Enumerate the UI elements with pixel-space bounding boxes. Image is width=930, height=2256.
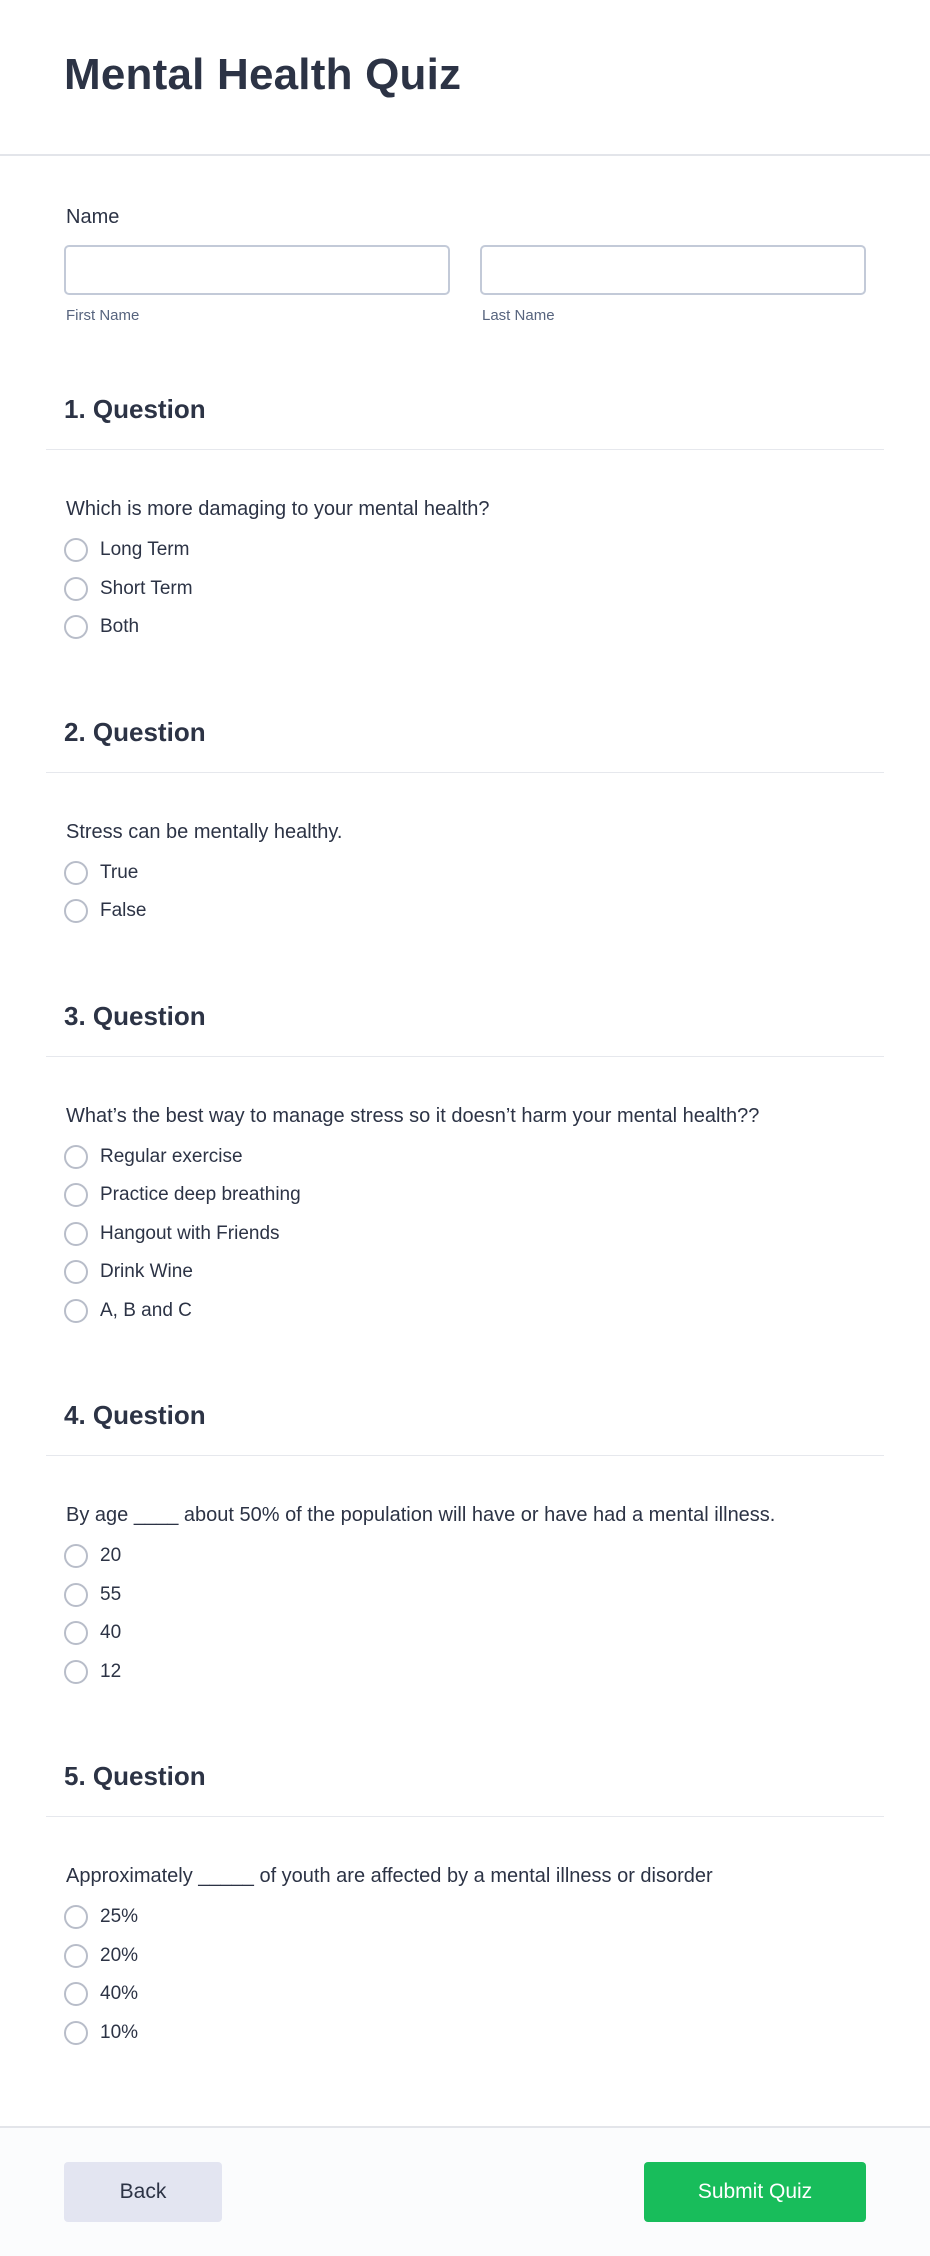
question-section-1 (46, 394, 884, 647)
question-section-3 (46, 1001, 884, 1331)
option-label: False (100, 900, 147, 922)
question-block (46, 1456, 884, 1691)
radio-option[interactable] (66, 1898, 864, 1937)
section-header (46, 1761, 884, 1817)
radio-option[interactable] (66, 1975, 864, 2014)
radio-button[interactable] (64, 1299, 88, 1323)
submit-quiz-button[interactable]: Submit Quiz (644, 2162, 866, 2222)
question-section-2 (46, 717, 884, 931)
radio-button[interactable] (64, 1905, 88, 1929)
radio-button[interactable] (64, 1260, 88, 1284)
question-text: Stress can be mentally healthy. (66, 820, 343, 843)
option-label: A, B and C (100, 1299, 192, 1321)
section-heading: 1. Question (64, 394, 206, 424)
name-label: Name (66, 206, 120, 228)
question-block (46, 1817, 884, 2052)
option-label: Short Term (100, 577, 193, 599)
name-field (46, 156, 884, 324)
last-name-group (480, 245, 866, 324)
radio-option[interactable] (66, 1176, 864, 1215)
section-header (46, 717, 884, 773)
radio-button[interactable] (64, 2021, 88, 2045)
radio-button[interactable] (64, 1660, 88, 1684)
section-heading: 5. Question (64, 1761, 206, 1791)
option-label: 40% (100, 1983, 139, 2005)
radio-button[interactable] (64, 1544, 88, 1568)
radio-option[interactable] (66, 2014, 864, 2053)
radio-option[interactable] (66, 892, 864, 931)
section-heading: 4. Question (64, 1400, 206, 1430)
radio-option[interactable] (66, 1253, 864, 1292)
radio-button[interactable] (64, 1982, 88, 2006)
question-section-5 (46, 1761, 884, 2052)
question-text: Approximately _____ of youth are affected by a mental illness or disorder (66, 1865, 713, 1887)
radio-button[interactable] (64, 1944, 88, 1968)
question-block (46, 773, 884, 931)
question-text: By age ____ about 50% of the population will have or have had a mental illness. (66, 1504, 776, 1526)
option-label: 25% (100, 1906, 139, 1928)
section-header (46, 394, 884, 450)
first-name-sublabel: First Name (66, 307, 140, 324)
radio-button[interactable] (64, 538, 88, 562)
form-footer (0, 2126, 930, 2256)
radio-button[interactable] (64, 1145, 88, 1169)
back-button[interactable]: Back (64, 2162, 222, 2222)
first-name-group (64, 245, 450, 324)
option-label: Long Term (100, 539, 190, 561)
page-title: Mental Health Quiz (64, 50, 462, 99)
radio-button[interactable] (64, 1621, 88, 1645)
last-name-sublabel: Last Name (482, 307, 555, 324)
radio-option[interactable] (66, 1537, 864, 1576)
radio-option[interactable] (66, 1614, 864, 1653)
last-name-input[interactable] (480, 245, 866, 295)
radio-button[interactable] (64, 1183, 88, 1207)
section-header (46, 1400, 884, 1456)
radio-option[interactable] (66, 570, 864, 609)
name-row (64, 245, 866, 324)
question-section-4 (46, 1400, 884, 1691)
option-label: 20% (100, 1944, 139, 1966)
radio-option[interactable] (66, 1138, 864, 1177)
question-text: What’s the best way to manage stress so it doesn’t harm your mental health?? (66, 1104, 760, 1127)
radio-option[interactable] (66, 854, 864, 893)
form-header (0, 0, 930, 156)
option-label: Regular exercise (100, 1145, 243, 1167)
radio-button[interactable] (64, 899, 88, 923)
option-label: 12 (100, 1660, 122, 1682)
section-header (46, 1001, 884, 1057)
radio-option[interactable] (66, 1937, 864, 1976)
option-label: Practice deep breathing (100, 1184, 301, 1206)
section-heading: 2. Question (64, 716, 206, 747)
option-label: True (100, 861, 139, 883)
option-label: 40 (100, 1622, 122, 1644)
form-content (0, 156, 930, 2052)
option-label: Drink Wine (100, 1261, 193, 1283)
question-text: Which is more damaging to your mental health? (66, 498, 490, 520)
radio-button[interactable] (64, 615, 88, 639)
first-name-input[interactable] (64, 245, 450, 295)
radio-button[interactable] (64, 577, 88, 601)
option-label: Both (100, 616, 140, 638)
option-label: 10% (100, 2021, 139, 2043)
question-block (46, 1057, 884, 1331)
radio-option[interactable] (66, 1653, 864, 1692)
radio-button[interactable] (64, 1583, 88, 1607)
option-label: 55 (100, 1583, 122, 1605)
radio-option[interactable] (66, 531, 864, 570)
radio-button[interactable] (64, 861, 88, 885)
radio-option[interactable] (66, 1292, 864, 1331)
question-sections (46, 394, 884, 2052)
option-label: Hangout with Friends (100, 1222, 280, 1244)
radio-button[interactable] (64, 1222, 88, 1246)
section-heading: 3. Question (64, 1000, 206, 1031)
radio-option[interactable] (66, 1215, 864, 1254)
option-label: 20 (100, 1545, 122, 1567)
question-block (46, 450, 884, 647)
radio-option[interactable] (66, 608, 864, 647)
radio-option[interactable] (66, 1576, 864, 1615)
